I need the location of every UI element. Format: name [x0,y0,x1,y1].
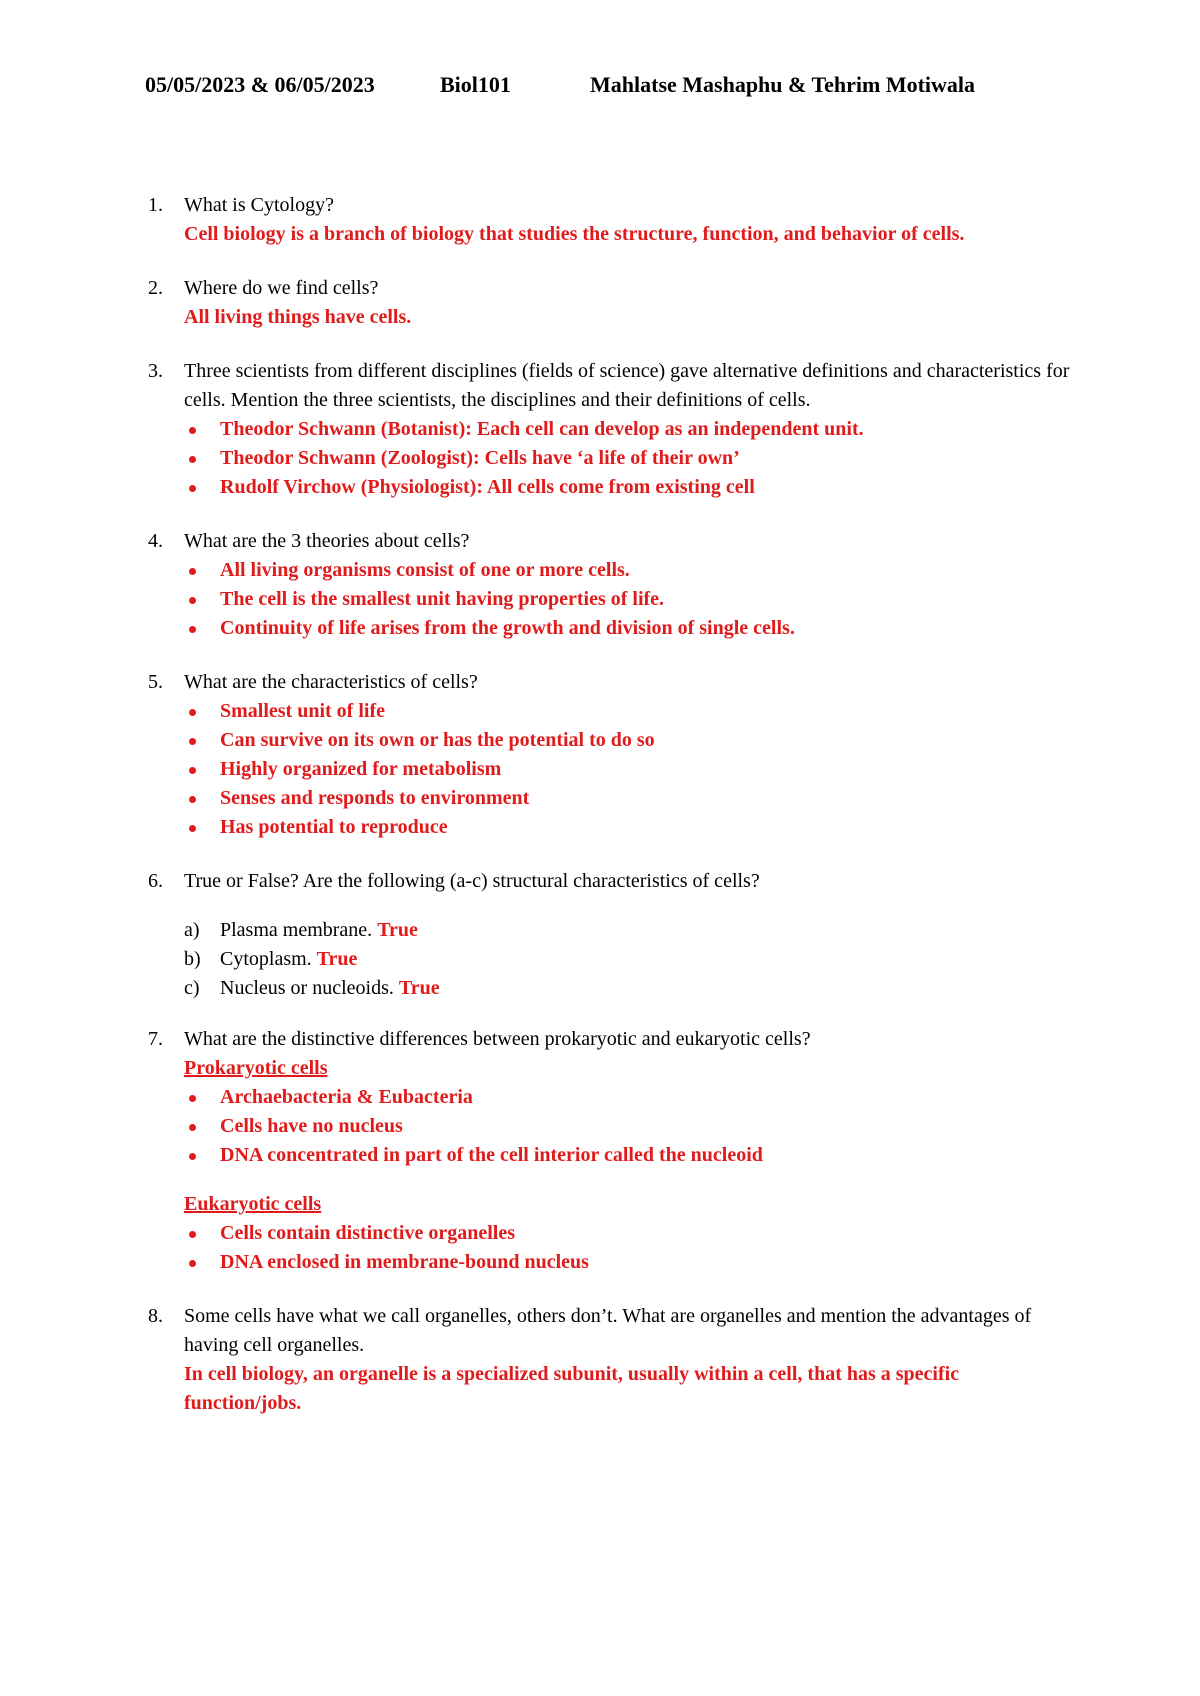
question-7 [148,1025,1078,1277]
bullet-text: Senses and responds to environment [220,787,530,809]
bullet-text: Theodor Schwann (Zoologist): Cells have ‘a life of their own’ [220,447,740,469]
bullet-text: Cells contain distinctive organelles [220,1222,515,1244]
bullet-icon [189,597,196,604]
question-2 [148,274,1078,332]
question-number: 6. [148,870,163,892]
question-number: 1. [148,194,163,216]
bullet-text: The cell is the smallest unit having properties of life. [220,588,665,610]
item-label: b) [184,948,201,970]
question-text: Three scientists from different disciplines (fields of science) gave alternative definitions and characteristics for cells. Mention the three scientists, the disciplines and their definitions of cells. [184,360,1070,411]
answer-bullet [184,415,1078,444]
prokaryotic-title: Prokaryotic cells [184,1057,328,1079]
bullet-icon [189,738,196,745]
item-label: a) [184,919,200,941]
bullet-text: DNA enclosed in membrane-bound nucleus [220,1251,589,1273]
bullet-text: Archaebacteria & Eubacteria [220,1086,473,1108]
answer-bullet [184,1112,1078,1141]
answer-bullet [184,1219,1078,1248]
bullet-icon [189,568,196,575]
bullet-text: Has potential to reproduce [220,816,448,838]
bullet-text: DNA concentrated in part of the cell interior called the nucleoid [220,1144,763,1166]
answer-bullet-list [184,697,1078,842]
question-number: 3. [148,360,163,382]
question-3 [148,357,1078,502]
bullet-text: Can survive on its own or has the potential to do so [220,729,655,751]
question-8 [148,1302,1078,1418]
question-number: 5. [148,671,163,693]
answer-text: In cell biology, an organelle is a specialized subunit, usually within a cell, that has a specific function/jobs. [184,1363,960,1414]
answer-bullet [184,444,1078,473]
bullet-icon [189,1153,196,1160]
bullet-text: All living organisms consist of one or more cells. [220,559,630,581]
question-text: Where do we find cells? [184,277,379,299]
answer-text: All living things have cells. [184,306,412,328]
answer-bullet [184,1083,1078,1112]
answer-bullet-list [184,415,1078,502]
question-number: 7. [148,1028,163,1050]
answer-bullet [184,556,1078,585]
bullet-text: Theodor Schwann (Botanist): Each cell can develop as an independent unit. [220,418,864,440]
bullet-text: Continuity of life arises from the growth and division of single cells. [220,617,795,639]
question-5 [148,668,1078,842]
item-answer: True [398,977,440,999]
bullet-icon [189,709,196,716]
question-text: What are the characteristics of cells? [184,671,478,693]
true-false-list [184,916,1078,1003]
question-number: 8. [148,1305,163,1327]
bullet-icon [189,456,196,463]
bullet-text: Rudolf Virchow (Physiologist): All cells come from existing cell [220,476,755,498]
bullet-icon [189,485,196,492]
answer-bullet [184,784,1078,813]
item-answer: True [377,919,418,941]
question-number: 4. [148,530,163,552]
answer-bullet [184,585,1078,614]
true-false-item [184,916,1078,945]
question-text: What is Cytology? [184,194,334,216]
bullet-text: Highly organized for metabolism [220,758,502,780]
answer-bullet [184,726,1078,755]
bullet-icon [189,767,196,774]
bullet-icon [189,1124,196,1131]
item-text: Nucleus or nucleoids. [220,977,394,999]
bullet-icon [189,1260,196,1267]
eukaryotic-title: Eukaryotic cells [184,1193,322,1215]
item-label: c) [184,977,200,999]
spacer [184,1170,1078,1190]
bullet-text: Cells have no nucleus [220,1115,403,1137]
answer-bullet-list [184,556,1078,643]
question-list [148,191,1078,1443]
header-authors: Mahlatse Mashaphu & Tehrim Motiwala [590,72,976,97]
answer-bullet [184,1141,1078,1170]
answer-bullet [184,755,1078,784]
question-text: What are the distinctive differences between prokaryotic and eukaryotic cells? [184,1028,811,1050]
eukaryotic-bullet-list [184,1219,1078,1277]
bullet-icon [189,427,196,434]
header-course: Biol101 [440,72,511,97]
answer-bullet [184,614,1078,643]
header-dates: 05/05/2023 & 06/05/2023 [145,72,375,97]
bullet-icon [189,796,196,803]
question-6 [148,867,1078,1003]
question-4 [148,527,1078,643]
bullet-icon [189,825,196,832]
bullet-icon [189,1095,196,1102]
answer-bullet [184,813,1078,842]
item-text: Plasma membrane. [220,919,373,941]
bullet-icon [189,1231,196,1238]
question-text: Some cells have what we call organelles, others don’t. What are organelles and mention the advantages of having cell organelles. [184,1305,1032,1356]
question-number: 2. [148,277,163,299]
answer-bullet [184,473,1078,502]
true-false-item [184,974,1078,1003]
true-false-item [184,945,1078,974]
question-1 [148,191,1078,249]
answer-text: Cell biology is a branch of biology that studies the structure, function, and behavior of cells. [184,223,965,245]
question-text: What are the 3 theories about cells? [184,530,470,552]
item-answer: True [316,948,358,970]
question-text: True or False? Are the following (a-c) structural characteristics of cells? [184,870,760,892]
bullet-text: Smallest unit of life [220,700,385,722]
bullet-icon [189,626,196,633]
item-text: Cytoplasm. [220,948,312,970]
answer-bullet [184,697,1078,726]
answer-bullet [184,1248,1078,1277]
prokaryotic-bullet-list [184,1083,1078,1170]
